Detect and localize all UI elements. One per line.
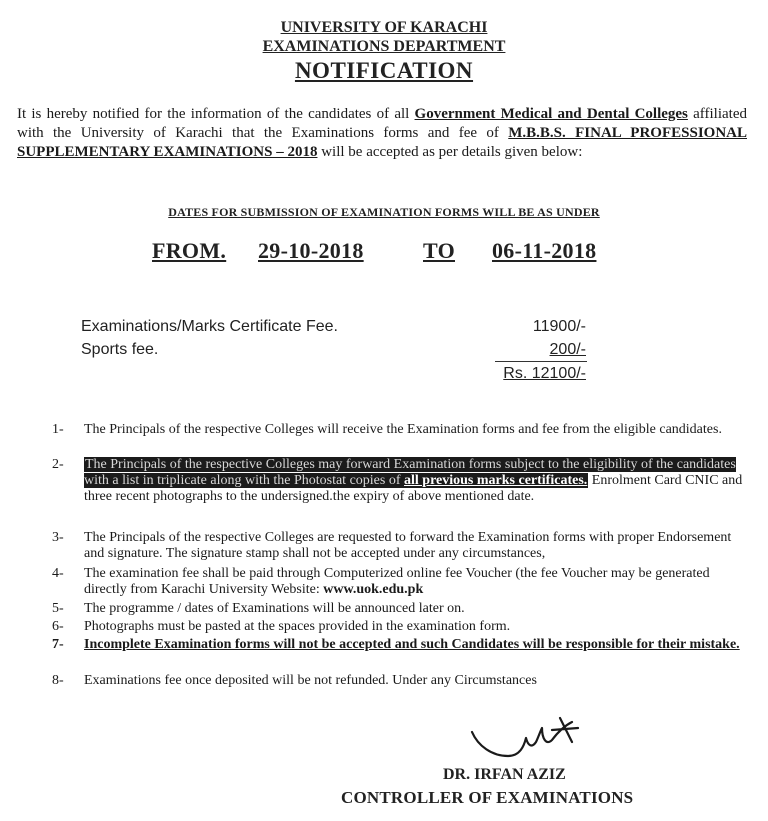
exam-name-emphasis: M.B.B.S. FINAL PROFESSIONAL SUPPLEMENTARY EXAMINATIONS – 2018 <box>17 125 747 160</box>
instruction-6: Photographs must be pasted at the spaces provided in the examination form. <box>84 619 511 634</box>
item-number-3: 3- <box>52 530 64 545</box>
item-number-8: 8- <box>52 673 64 688</box>
page-title: NOTIFICATION <box>294 58 474 83</box>
signatory-name: DR. IRFAN AZIZ <box>443 766 566 783</box>
item-number-6: 6- <box>52 619 64 634</box>
intro-text-2: affiliated with the University of Karachi that the Examinations forms and fee of <box>17 106 747 141</box>
item-number-7: 7- <box>52 637 64 652</box>
instruction-2-text-c: Enrolment Card CNIC and three recent photographs to the undersigned.the expiry of above mentioned date. <box>84 473 743 504</box>
colleges-emphasis: Government Medical and Dental Colleges <box>414 106 688 122</box>
item-number-4: 4- <box>52 566 64 581</box>
instruction-4-text: The examination fee shall be paid through Computerized online fee Voucher (the fee Voucher may be generated directly from Karachi University Website: <box>84 566 710 597</box>
signatory-title: CONTROLLER OF EXAMINATIONS <box>341 788 634 807</box>
fee-amount-sports: 200/- <box>549 341 586 358</box>
item-number-2: 2- <box>52 457 64 472</box>
fee-amount-exam: 11900/- <box>532 318 586 335</box>
intro-text-3: will be accepted as per details given below: <box>317 144 583 160</box>
intro-paragraph <box>17 105 747 162</box>
from-label: FROM. <box>152 238 227 263</box>
to-label: TO <box>423 238 455 263</box>
department-name: EXAMINATIONS DEPARTMENT <box>262 38 506 55</box>
instruction-7: Incomplete Examination forms will not be accepted and such Candidates will be responsible for their mistake. <box>84 637 740 652</box>
instruction-1: The Principals of the respective Colleges will receive the Examination forms and fee from the eligible candidates. <box>84 422 722 437</box>
instruction-4 <box>84 566 748 598</box>
signature-mark <box>468 712 588 762</box>
instruction-2 <box>84 457 748 505</box>
fee-total: Rs. 12100/- <box>503 365 586 382</box>
item-number-5: 5- <box>52 601 64 616</box>
fee-divider <box>495 361 587 362</box>
from-date: 29-10-2018 <box>258 238 364 263</box>
dates-heading: DATES FOR SUBMISSION OF EXAMINATION FORMS WILL BE AS UNDER <box>168 205 600 219</box>
instruction-2-text-a: The Principals of the respective Colleges may forward Examination forms subject to the eligibility of the candidates with a list in triplicate along with the Photostat copies of <box>84 457 736 488</box>
instruction-5: The programme / dates of Examinations will be announced later on. <box>84 601 465 616</box>
fee-label-exam: Examinations/Marks Certificate Fee. <box>81 318 338 335</box>
university-name: UNIVERSITY OF KARACHI <box>280 19 488 36</box>
intro-text-1: It is hereby notified for the information of the candidates of all <box>17 106 415 122</box>
to-date: 06-11-2018 <box>492 238 597 263</box>
instruction-8: Examinations fee once deposited will be not refunded. Under any Circumstances <box>84 673 537 688</box>
website-link: www.uok.edu.pk <box>323 582 424 597</box>
instruction-2-emphasis: all previous marks certificates. <box>404 473 588 488</box>
instruction-3: The Principals of the respective Colleges are requested to forward the Examination forms with proper Endorsement and signature. The signature stamp shall not be accepted under any circumstances, <box>84 530 732 561</box>
fee-label-sports: Sports fee. <box>81 341 159 358</box>
item-number-1: 1- <box>52 422 64 437</box>
